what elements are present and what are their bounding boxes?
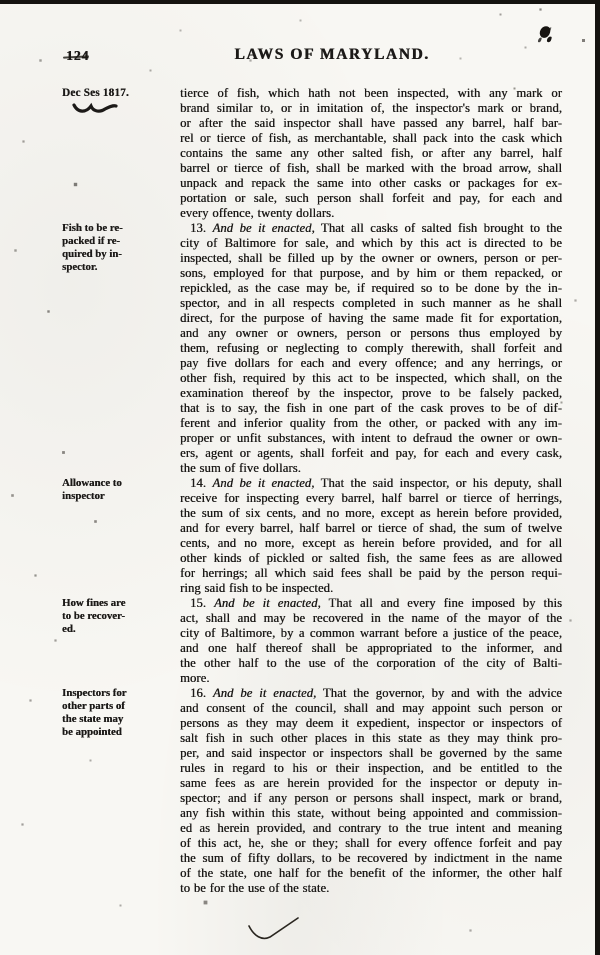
- text-line: 13. And be it enacted, That all casks of salted fish brought to the: [190, 221, 562, 235]
- text-line: or after the said inspector shall have passed any barrel, half bar-: [180, 116, 562, 130]
- text-line: them, refusing or neglecting to comply therewith, shall forfeit and: [180, 341, 562, 355]
- text-line: 16. And be it enacted, That the governor, by and with the advice: [190, 686, 562, 700]
- text-line: inspected, shall be filled up by the owner or owners, person or per-: [180, 251, 562, 265]
- page-body: [62, 86, 562, 896]
- page-header: [0, 46, 600, 68]
- scan-top-border: [0, 0, 600, 4]
- paragraph: [180, 86, 562, 221]
- text-line: examination thereof by the inspector, prove to be falsely packed,: [180, 386, 562, 400]
- margin-note-line: to be recover-: [62, 610, 125, 622]
- text-line: barrel or tierce of fish, shall be marked with the broad arrow, shall: [180, 161, 562, 175]
- text-line: of this act, he, she or they; shall for every offence forfeit and pay: [180, 836, 562, 850]
- ink-squiggle-icon: [72, 101, 118, 114]
- paragraph: [180, 596, 562, 686]
- text-line: contains the same any other salted fish, or after any barrel, half: [180, 146, 562, 160]
- text-line: that is to say, the fish in one part of the cask proves to be of dif-: [180, 401, 562, 415]
- text-line: act, shall and may be recovered in the name of the mayor of the: [180, 611, 562, 625]
- text-line: same fees as are herein provided for the inspector or deputy in-: [180, 776, 562, 790]
- margin-note-line: quired by in-: [62, 248, 122, 260]
- text-line: city of Baltimore for sale, and which by this act is directed to be: [180, 236, 562, 250]
- section-12-continuation: [62, 86, 562, 221]
- text-line: for herrings; all which said fees shall be paid by the person requi-: [180, 566, 562, 580]
- text-line: and one half thereof shall be appropriated to the informer, and: [180, 641, 562, 655]
- text-line: salt fish in such other places in this state as they may think pro-: [180, 731, 562, 745]
- scan-right-border: [595, 0, 600, 955]
- text-line: spector; and if any person or persons shall inspect, mark or brand,: [180, 791, 562, 805]
- text-line: sons, employed for that purpose, and by him or them repacked, or: [180, 266, 562, 280]
- text-line: any fish within this state, without being appointed and commission-: [180, 806, 562, 820]
- margin-note-inspectors: [62, 686, 178, 896]
- paragraph: [180, 221, 562, 476]
- text-line: the sum of five dollars.: [180, 461, 301, 475]
- margin-note-line: other parts of: [62, 700, 125, 712]
- text-line: tierce of fish, which hath not been inspected, with any mark or: [180, 86, 562, 100]
- text-line: the sum of six cents, and no more, except as herein before provided,: [180, 506, 562, 520]
- text-line: and for every barrel, half barrel or tierce of shad, the sum of twelve: [180, 521, 562, 535]
- text-line: more.: [180, 671, 210, 685]
- margin-note-allowance: [62, 476, 178, 596]
- text-line: ring said fish to be inspected.: [180, 581, 334, 595]
- session-date-note: Dec Ses 1817.: [62, 87, 129, 99]
- margin-note-line: inspector: [62, 490, 105, 502]
- margin-note-line: Fish to be re-: [62, 222, 123, 234]
- margin-note-session: [62, 86, 178, 221]
- margin-note-line: the state may: [62, 713, 124, 725]
- text-line: per, and said inspector or inspectors shall be governed by the same: [180, 746, 562, 760]
- text-line: ed as herein provided, and contrary to the true intent and meaning: [180, 821, 562, 835]
- text-line: and any owner or owners, person or persons thus employed by: [180, 326, 562, 340]
- margin-note-line: Inspectors for: [62, 687, 127, 699]
- text-line: pay five dollars for each and every offence; and any herrings, or: [180, 356, 562, 370]
- margin-note-line: spector.: [62, 261, 98, 273]
- text-line: rules in regard to his or their inspection, and be entitled to the: [180, 761, 562, 775]
- margin-note-line: Allowance to: [62, 477, 122, 489]
- margin-note-line: packed if re-: [62, 235, 120, 247]
- margin-note-line: ed.: [62, 623, 76, 635]
- section-16: [62, 686, 562, 896]
- section-13: [62, 221, 562, 476]
- text-line: to be for the use of the state.: [180, 881, 330, 895]
- text-line: the other half to the use of the corporation of the city of Balti-: [180, 656, 562, 670]
- text-line: 14. And be it enacted, That the said inspector, or his deputy, shall: [190, 476, 562, 490]
- section-15: [62, 596, 562, 686]
- text-line: cents, and no more, except as herein before provided, and for all: [180, 536, 562, 550]
- text-line: other kinds of pickled or salted fish, the same fees as are allowed: [180, 551, 562, 565]
- text-line: persons as they may deem it expedient, inspector or inspectors of: [180, 716, 562, 730]
- text-line: proper or unfit substances, with intent to defraud the owner or own-: [180, 431, 562, 445]
- margin-note-fish-repacked: [62, 221, 178, 476]
- text-line: brand similar to, or in imitation of, the inspector's mark or brand,: [180, 101, 562, 115]
- text-line: spector, and in all respects completed in such manner as he shall: [180, 296, 562, 310]
- margin-note-line: be appointed: [62, 726, 122, 738]
- paper-dust-speckles: [0, 0, 1, 1]
- margin-note-line: How fines are: [62, 597, 126, 609]
- text-line: direct, for the purpose of having the same made fit for exportation,: [180, 311, 562, 325]
- text-line: repickled, as the case may be, if required so to be done by the in-: [180, 281, 562, 295]
- text-line: every offence, twenty dollars.: [180, 206, 335, 220]
- text-line: the sum of fifty dollars, to be recovered by indictment in the name: [180, 851, 562, 865]
- text-line: and consent of the council, shall and may appoint such person or: [180, 701, 562, 715]
- text-line: of the state, one half for the benefit of the informer, the other half: [180, 866, 562, 880]
- section-14: [62, 476, 562, 596]
- text-line: ferent and inferior quality from the other, or packed with any im-: [180, 416, 562, 430]
- text-line: ers, agent or agents, shall forfeit and pay, for each and every cask,: [180, 446, 562, 460]
- paragraph: [180, 476, 562, 596]
- text-line: receive for inspecting every barrel, half barrel or tierce of herrings,: [180, 491, 562, 505]
- running-title: LAWS OF MARYLAND.: [234, 46, 430, 63]
- paragraph: [180, 686, 562, 896]
- margin-note-fines: [62, 596, 178, 686]
- text-line: unpack and repack the same into other casks or packages for ex-: [180, 176, 562, 190]
- text-line: 15. And be it enacted, That all and every fine imposed by this: [190, 596, 562, 610]
- ink-checkmark-icon: [246, 916, 310, 950]
- text-line: city of Baltimore, by a common warrant before a justice of the peace,: [180, 626, 562, 640]
- ink-blot-icon: [539, 25, 552, 39]
- text-line: portation or sale, such person shall forfeit and pay, for each and: [180, 191, 562, 205]
- text-line: other fish, required by this act to be inspected, which shall, on the: [180, 371, 562, 385]
- text-line: rel or tierce of fish, as merchantable, shall pack into the cask which: [180, 131, 562, 145]
